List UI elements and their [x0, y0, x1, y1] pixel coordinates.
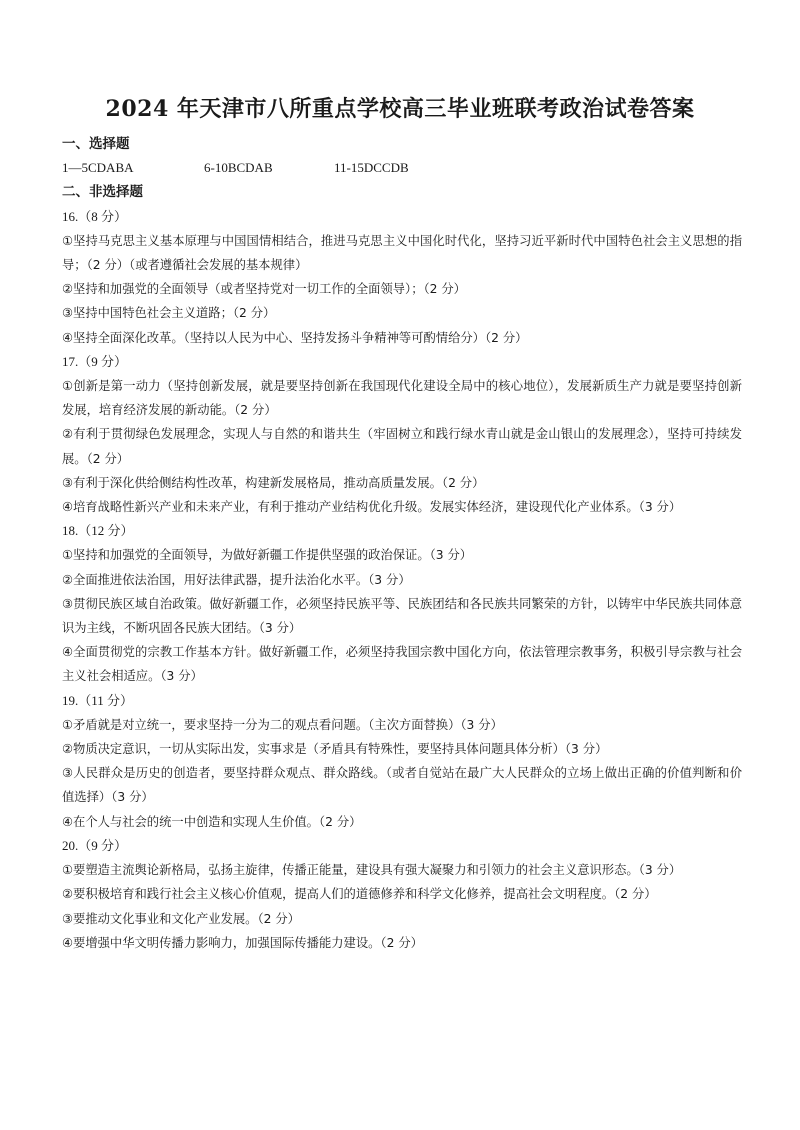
question-16-header: 16.（8 分）: [62, 208, 128, 224]
question-18-answer-2: ②全面推进依法治国，用好法律武器，提升法治化水平。（3 分）: [62, 572, 411, 587]
choice-group-11-15: 11-15DCCDB: [334, 160, 409, 176]
question-18-answer-4: ④全面贯彻党的宗教工作基本方针。做好新疆工作，必须坚持我国宗教中国化方向，依法管理宗教事务，积极引导宗教与社会主义社会相适应。（3 分）: [62, 645, 742, 684]
choice-group-6-10: 6-10BCDAB: [204, 160, 273, 176]
question-19-answer-4: ④在个人与社会的统一中创造和实现人生价值。（2 分）: [62, 814, 362, 829]
question-16-answer-4: ④坚持全面深化改革。（坚持以人民为中心、坚持发扬斗争精神等可酌情给分）（2 分）: [62, 330, 528, 345]
question-18-answer-3: ③贯彻民族区域自治政策。做好新疆工作，必须坚持民族平等、民族团结和各民族共同繁荣的方针，以铸牢中华民族共同体意识为主线，不断巩固各民族大团结。（3 分）: [62, 596, 742, 636]
multiple-choice-answers: [62, 156, 742, 180]
choice-group-1-5: 1—5CDABA: [62, 160, 134, 176]
question-19-answer-2: ②物质决定意识，一切从实际出发，实事求是（矛盾具有特殊性，要坚持具体问题具体分析）（3 分）: [62, 742, 608, 757]
question-20-answer-4: ④要增强中华文明传播力影响力，加强国际传播能力建设。（2 分）: [62, 935, 423, 950]
question-17-answer-3: ③有利于深化供给侧结构性改革，构建新发展格局，推动高质量发展。（2 分）: [62, 475, 485, 490]
question-17-answer-1: ①创新是第一动力（坚持创新发展，就是要坚持创新在我国现代化建设全局中的核心地位），发展新质生产力就是要坚持创新发展，培育经济发展的新动能。（2 分）: [62, 379, 742, 418]
question-20-answer-1: ①要塑造主流舆论新格局，弘扬主旋律，传播正能量，建设具有强大凝聚力和引领力的社会主义意识形态。（3 分）: [62, 863, 682, 878]
document-title: 2024 年天津市八所重点学校高三毕业班联考政治试卷答案: [105, 96, 695, 122]
question-19-answer-3: ③人民群众是历史的创造者，要坚持群众观点、群众路线。（或者自觉站在最广大人民群众的立场上做出正确的价值判断和价值选择）（3 分）: [62, 766, 742, 805]
question-18-answer-1: ①坚持和加强党的全面领导，为做好新疆工作提供坚强的政治保证。（3 分）: [62, 548, 473, 563]
question-20-header: 20.（9 分）: [62, 837, 128, 853]
document-body: [62, 132, 742, 955]
question-20-answer-2: ②要积极培育和践行社会主义核心价值观，提高人们的道德修养和科学文化修养，提高社会文明程度。（2 分）: [62, 887, 657, 902]
section-heading-non-multiple-choice: 二、非选择题: [62, 184, 143, 201]
question-17-answer-4: ④培育战略性新兴产业和未来产业，有利于推动产业结构优化升级。发展实体经济，建设现代化产业体系。（3 分）: [62, 500, 682, 515]
question-16-answer-1: ①坚持马克思主义基本原理与中国国情相结合，推进马克思主义中国化时代化，坚持习近平新时代中国特色社会主义思想的指导；（2 分）（或者遵循社会发展的基本规律）: [62, 233, 742, 273]
question-18-header: 18.（12 分）: [62, 523, 134, 539]
section-heading-multiple-choice: 一、选择题: [62, 136, 130, 152]
question-16-answer-3: ③坚持中国特色社会主义道路；（2 分）: [62, 306, 276, 321]
question-16-answer-2: ②坚持和加强党的全面领导（或者坚持党对一切工作的全面领导）；（2 分）: [62, 282, 466, 297]
question-17-answer-2: ②有利于贯彻绿色发展理念，实现人与自然的和谐共生（牢固树立和践行绿水青山就是金山银山的发展理念），坚持可持续发展。（2 分）: [62, 427, 742, 466]
question-19-answer-1: ①矛盾就是对立统一，要求坚持一分为二的观点看问题。（主次方面替换）（3 分）: [62, 717, 503, 732]
question-17-header: 17.（9 分）: [62, 353, 128, 369]
question-19-header: 19.（11 分）: [62, 692, 134, 708]
question-20-answer-3: ③要推动文化事业和文化产业发展。（2 分）: [62, 911, 300, 926]
